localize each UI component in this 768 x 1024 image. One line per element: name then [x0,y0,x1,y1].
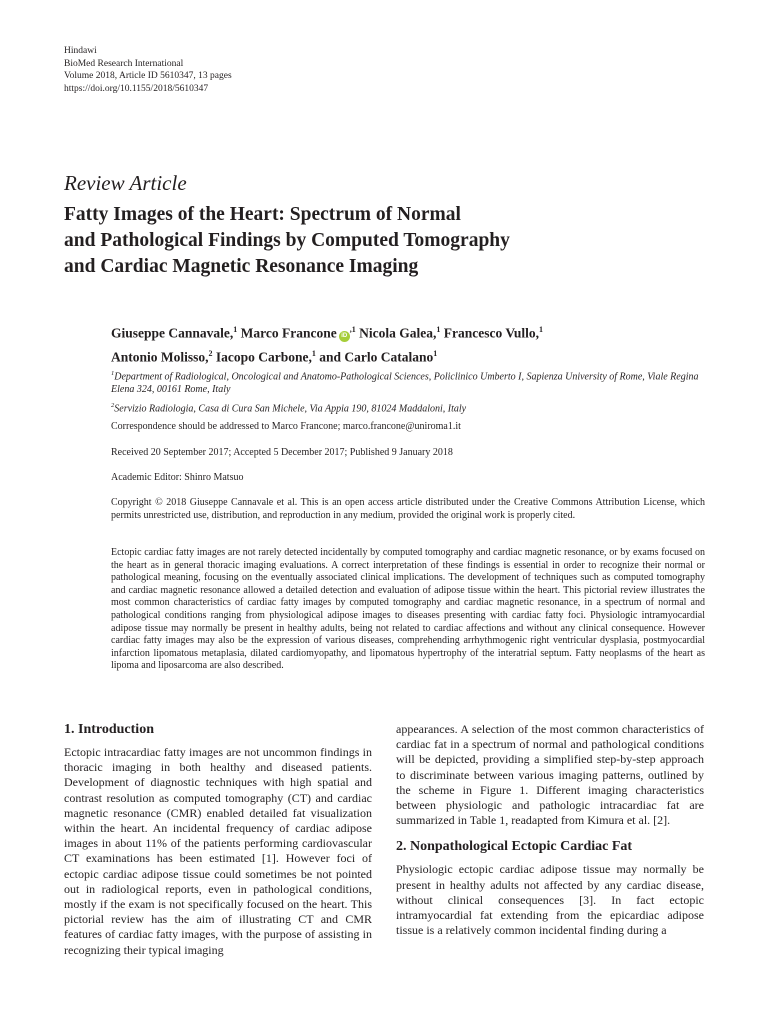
journal-header [64,45,232,95]
author-affil-mark: 1 [539,325,544,334]
section-text: appearances. A selection of the most common characteristics of cardiac fat in a spectrum of normal and pathological conditions will be depicted, providing a simplified step-by-step approach to discriminate between various imaging patterns, outlined by the scheme in Figure 1. Different imaging characteristics between physiologic and pathologic intracardiac fat are summarized in Table 1, readapted from Kimura et al. [2]. [396,722,704,828]
author-name: and Carlo Catalano [319,349,434,364]
affiliations [111,368,705,415]
author-name: Antonio Molisso, [111,349,209,364]
author-name: Iacopo Carbone, [215,349,312,364]
section-text: Physiologic ectopic cardiac adipose tissue may normally be present in healthy adults not affected by any cardiac disease, without clinical consequences [3]. In fact ectopic intramyocardial fat extending from the epicardiac adipose tissue is a relatively common incidental finding during a [396,862,704,938]
author-name: Marco Francone [240,325,337,341]
section-heading: 1. Introduction [64,722,154,737]
volume-info: Volume 2018, Article ID 5610347, 13 pages [64,71,232,81]
author-affil-mark: 1 [436,325,441,334]
orcid-icon[interactable]: iD [339,331,350,342]
doi-link[interactable]: https://doi.org/10.1155/2018/5610347 [64,83,209,94]
affiliation-1: $^1$Department of Radiological, Oncological and Anatomo-Pathological Sciences, Policlinico Umberto I, Sapienza University of Rome, Viale Regina Elena 324, 00161 Rome, Italy [111,370,699,395]
author-affil-mark: 1 [233,325,238,334]
author-list [111,320,711,367]
publisher-name: Hindawi [64,46,97,56]
author-affil-mark: 1 [311,348,316,358]
academic-editor: Academic Editor: Shinro Matsuo [111,472,244,483]
article-type: Review Article [64,171,187,195]
title-line: and Cardiac Magnetic Resonance Imaging [64,256,419,277]
author-line [111,320,711,344]
affiliation-2: $^2$Servizio Radiologia, Casa di Cura San Michele, Via Appia 190, 81024 Maddaloni, Italy [111,401,467,414]
author-name: Giuseppe Cannavale, [111,325,234,341]
author-name: Francesco Vullo, [443,325,540,341]
copyright-notice: Copyright © 2018 Giuseppe Cannavale et al. This is an open access article distributed under the Creative Commons Attribution License, which permits unrestricted use, distribution, and reproduction in any medium, provided the original work is properly cited. [111,497,705,521]
author-affil-mark: 2 [208,348,213,358]
title-line: Fatty Images of the Heart: Spectrum of Normal [64,204,461,225]
abstract: Ectopic cardiac fatty images are not rarely detected incidentally by computed tomography and cardiac magnetic resonance, or by exams focused on the heart as in general thoracic imaging evaluations. A correct interpretation of these findings is essential in order to recognize their normal or pathological meaning, focusing on the eventually associated clinical implications. The development of techniques such as computed tomography and cardiac magnetic resonance allowed a detailed detection and evaluation of adipose tissue within the heart. This pictorial review illustrates the most common characteristics of cardiac fatty images by computed tomography and cardiac magnetic resonance, in a spectrum of normal and pathological conditions ranging from physiological adipose images to diseases presenting with cardiac fatty foci. Physiologic intramyocardial adipose tissue may normally be present in healthy adults, being not related to cardiac affections and without any clinical consequence. However cardiac fatty images may also be the expression of various diseases, comprehending arrhythmogenic right ventricular dysplasia, postmyocardial infarction lipomatous metaplasia, dilated cardiomyopathy, and lipomatous hypertrophy of the interatrial septum. Fatty neoplasms of the heart as lipoma and liposarcoma are also described. [111,547,705,672]
title-line: and Pathological Findings by Computed Tomography [64,230,510,251]
author-affil-mark: 1 [433,348,438,358]
right-column [396,722,704,938]
author-name: Nicola Galea, [359,325,437,341]
author-affil-mark: ,1 [349,325,356,334]
author-line [111,344,711,368]
section-heading: 2. Nonpathological Ectopic Cardiac Fat [396,839,633,855]
section-text: Ectopic intracardiac fatty images are not uncommon findings in thoracic imaging in both healthy and diseased patients. Development of diagnostic techniques with high spatial and contrast resolution as computed tomography (CT) and cardiac magnetic resonance (CMR) enabled detailed fat visualization within the heart. An incidental frequency of cardiac adipose images in about 11% of the patients performing cardiovascular CT examinations has been estimated [1]. However foci of ectopic cardiac adipose tissue could sometimes be not pointed out in radiological reports, even in pathological conditions, mostly if the exam is not specifically focused on the heart. This pictorial review has the aim of illustrating CT and CMR features of cardiac fatty images, with the purpose of assisting in recognizing their typical imaging [64,745,372,957]
publication-dates: Received 20 September 2017; Accepted 5 December 2017; Published 9 January 2018 [111,447,453,458]
journal-name: BioMed Research International [64,58,184,69]
paper-title [64,202,704,280]
left-column [64,722,372,958]
correspondence: Correspondence should be addressed to Marco Francone; marco.francone@uniroma1.it [111,421,461,432]
